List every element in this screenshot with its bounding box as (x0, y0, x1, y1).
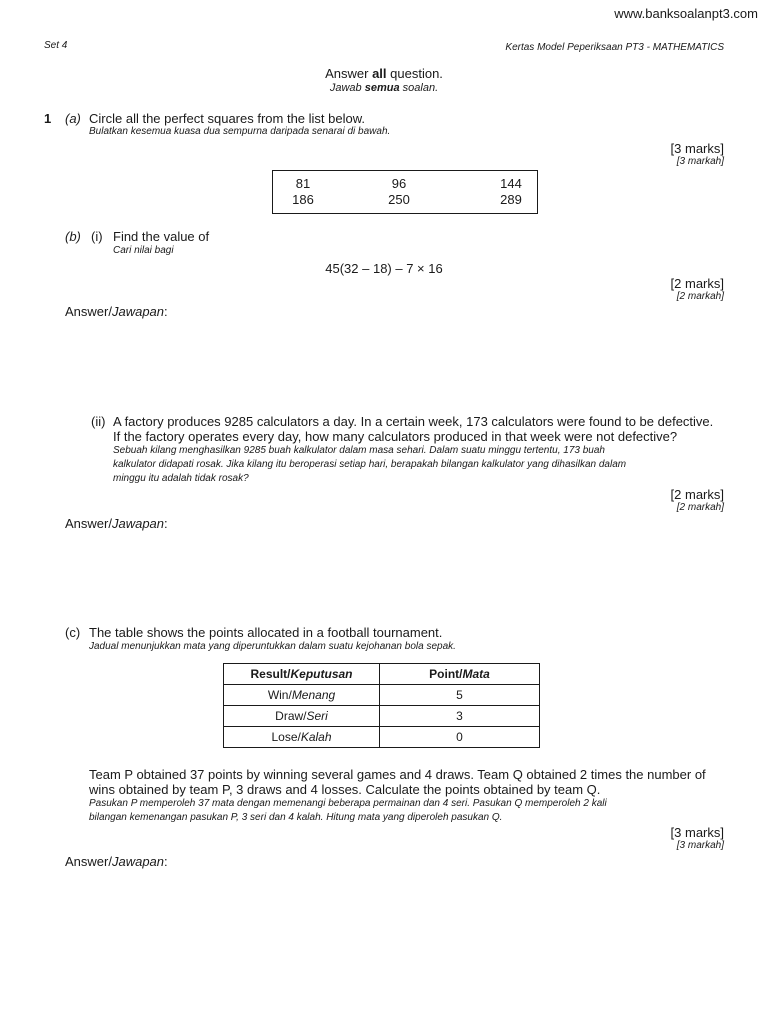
number-item[interactable]: 144 (500, 176, 522, 191)
part-c-label: (c) (65, 625, 81, 640)
part-b-ii-marks-ms: [2 markah] (676, 502, 724, 513)
part-b-ii-marks-en: [2 marks] (670, 487, 724, 502)
answer-space[interactable] (65, 872, 725, 1012)
part-c-text-en: The table shows the points allocated in a football tournament. (89, 625, 443, 640)
part-c-text-en-2: wins obtained by team P, 3 draws and 4 losses. Calculate the points obtained by team Q. (89, 782, 601, 797)
table-row (224, 706, 540, 727)
part-c-text-ms: Jadual menunjukkan mata yang diperuntukkan dalam suatu kejohanan bola sepak. (89, 641, 456, 652)
answer-label: Answer/Jawapan: (65, 304, 168, 319)
answer-space[interactable] (65, 322, 725, 410)
answer-label: Answer/Jawapan: (65, 516, 168, 531)
perfect-square-list (272, 170, 538, 214)
part-b-ii-label: (ii) (91, 414, 106, 429)
part-b-i-text-ms: Cari nilai bagi (113, 245, 174, 256)
table-cell-points: 0 (380, 727, 540, 748)
points-table (223, 663, 540, 748)
website-url: www.banksoalanpt3.com (614, 6, 758, 21)
set-label: Set 4 (44, 40, 68, 51)
table-cell-result: Lose/Kalah (224, 727, 380, 748)
answer-space[interactable] (65, 534, 725, 622)
paper-title: Kertas Model Peperiksaan PT3 - MATHEMATICS (505, 42, 724, 53)
part-a-marks-en: [3 marks] (670, 141, 724, 156)
answer-label: Answer/Jawapan: (65, 854, 168, 869)
table-cell-result: Win/Menang (224, 685, 380, 706)
part-b-i-marks-ms: [2 markah] (676, 291, 724, 302)
part-b-ii-text-en-1: A factory produces 9285 calculators a day. In a certain week, 173 calculators were found to be defective. (113, 414, 714, 429)
part-b-ii-text-en-2: If the factory operates every day, how many calculators produced in that week were not defective? (113, 429, 678, 444)
number-item[interactable]: 81 (295, 176, 311, 191)
part-b-ii-text-ms-3: minggu itu adalah tidak rosak? (113, 473, 249, 484)
part-c-marks-ms: [3 markah] (676, 840, 724, 851)
table-header-result: Result/Keputusan (224, 664, 380, 685)
instruction-en: Answer all question. (325, 66, 443, 81)
part-b-i-expression: 45(32 – 18) – 7 × 16 (325, 261, 443, 276)
question-number: 1 (44, 111, 52, 126)
part-b-ii-text-ms-2: kalkulator didapati rosak. Jika kilang itu beroperasi setiap hari, berapakah bilangan kalkulator yang dihasilkan dalam (113, 459, 627, 470)
part-b-label: (b) (65, 229, 81, 244)
part-c-text-ms-2: bilangan kemenangan pasukan P, 3 seri dan 4 kalah. Hitung mata yang diperoleh pasukan Q. (89, 812, 503, 823)
table-cell-points: 5 (380, 685, 540, 706)
part-a-text-en: Circle all the perfect squares from the list below. (89, 111, 366, 126)
part-a-marks-ms: [3 markah] (676, 156, 724, 167)
number-item[interactable]: 289 (500, 192, 522, 207)
part-c-text-ms-1: Pasukan P memperoleh 37 mata dengan memenangi beberapa permainan dan 4 seri. Pasukan Q memperoleh 2 kali (89, 798, 607, 809)
part-b-ii-text-ms-1: Sebuah kilang menghasilkan 9285 buah kalkulator dalam masa sehari. Dalam suatu minggu tertentu, 173 buah (113, 445, 605, 456)
table-row (224, 727, 540, 748)
part-a-text-ms: Bulatkan kesemua kuasa dua sempurna daripada senarai di bawah. (89, 126, 391, 137)
number-item[interactable]: 186 (292, 192, 314, 207)
part-b-i-label: (i) (91, 229, 103, 244)
table-cell-points: 3 (380, 706, 540, 727)
part-c-marks-en: [3 marks] (670, 825, 724, 840)
part-c-text-en-1: Team P obtained 37 points by winning several games and 4 draws. Team Q obtained 2 times the number of (89, 767, 706, 782)
number-item[interactable]: 250 (388, 192, 410, 207)
table-cell-result: Draw/Seri (224, 706, 380, 727)
instruction-ms: Jawab semua soalan. (329, 82, 439, 94)
part-b-i-marks-en: [2 marks] (670, 276, 724, 291)
table-header-row (224, 664, 540, 685)
part-b-i-text-en: Find the value of (113, 229, 210, 244)
part-a-label: (a) (65, 111, 81, 126)
table-header-point: Point/Mata (380, 664, 540, 685)
table-row (224, 685, 540, 706)
number-item[interactable]: 96 (391, 176, 407, 191)
